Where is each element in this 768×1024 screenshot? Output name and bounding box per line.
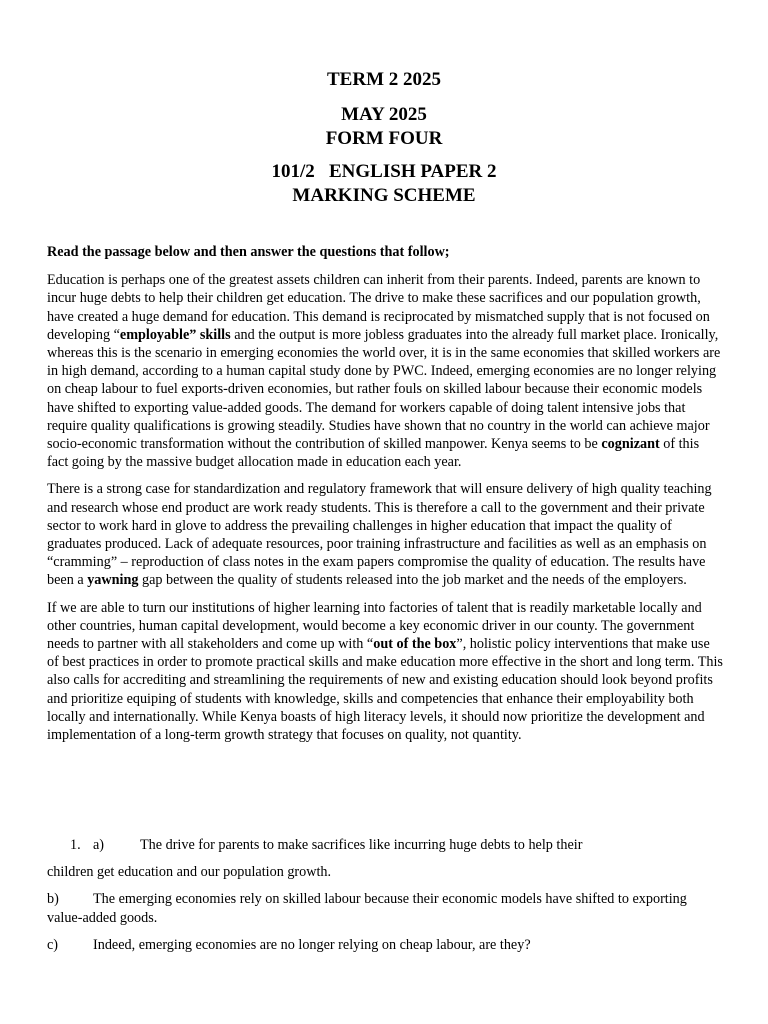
paper-title: 101/2 ENGLISH PAPER 2 [271, 161, 497, 182]
answer-1a-line [47, 836, 723, 854]
answer-b-text: The emerging economies rely on skilled labour because their economic models have shifted to exporting value-added goods. [47, 891, 687, 926]
form-heading: FORM FOUR [325, 128, 443, 149]
p1-text-c: of this fact going by the massive budget allocation made in education each year. [47, 436, 700, 471]
answer-a-text-2: children get education and our population growth. [47, 864, 332, 881]
p2-bold-yawning: yawning [87, 572, 139, 589]
answer-c-text: Indeed, emerging economies are no longer relying on cheap labour, are they? [93, 936, 531, 953]
marking-scheme-title: MARKING SCHEME [292, 185, 476, 206]
p1-bold-employable: employable” skills [119, 326, 231, 343]
passage-paragraph-1 [47, 271, 723, 471]
answer-c-label: c) [47, 936, 59, 953]
month-heading: MAY 2025 [341, 104, 427, 125]
question-number: 1. [70, 837, 81, 853]
p1-text-a: Education is perhaps one of the greatest assets children can inherit from their parents. Indeed, parents are known to incur huge debts to help their children get education. The drive to make these sacrifices and our population growth, have created a huge demand for education. This demand is reciprocated by mismatched supply that is not focused on developing “ [47, 272, 710, 343]
term-heading: TERM 2 2025 [327, 69, 441, 90]
answer-a-label: a) [93, 837, 105, 853]
passage-paragraph-2 [47, 480, 723, 589]
p3-text-a: If we are able to turn our institutions of higher learning into factories of talent that is readily marketable locally and other countries, human capital development, would become a key economic driver in our county. The government needs to partner with all stakeholders and come up with “ [47, 599, 702, 653]
passage-paragraph-3 [47, 599, 723, 745]
p1-bold-cognizant: cognizant [601, 436, 660, 453]
date-form-heading [0, 103, 768, 151]
answer-c [47, 936, 723, 954]
p3-bold-out-of-the-box: out of the box [373, 636, 457, 653]
p1-text-b: and the output is more jobless graduates into the already full market place. Ironically, whereas this is the scenario in emerging economies the world over, it is in the same economies that skilled workers are in high demand, according to a human capital study done by PWC. Indeed, emerging economies are no longer relying on cheap labour to fuel exports-driven economies, but rather fouls on skilled labour because their economic models have shifted to exporting value-added goods. The demand for workers capable of doing talent intensive jobs that require quality qualifications is growing steadily. Studies have shown that no country in the world can achieve major socio-economic transformation without the contribution of skilled manpower. Kenya seems to be [47, 326, 721, 453]
answers-section [47, 836, 723, 963]
answer-b-label: b) [47, 891, 59, 908]
answer-b [47, 890, 723, 926]
paper-heading [0, 160, 768, 208]
p2-text-a: There is a strong case for standardization and regulatory framework that will ensure delivery of high quality teaching and research whose end product are work ready students. This is therefore a call to the government and their private sector to work hard in glove to address the prevailing challenges in higher education that impact the quality of graduates produced. Lack of adequate resources, poor training infrastructure and facilities as well as an emphasis on “cramming” – reproduction of class notes in the exam papers compromise the quality of education. The results have been a [47, 481, 712, 589]
instruction-text: Read the passage below and then answer the questions that follow; [47, 244, 450, 260]
p2-text-b: gap between the quality of students released into the job market and the needs of the employers. [138, 572, 687, 589]
answer-a-text-1: The drive for parents to make sacrifices like incurring huge debts to help their [140, 837, 583, 853]
passage-section [47, 243, 723, 753]
p3-text-b: ”, holistic policy interventions that make use of best practices in order to promote practical skills and make education more effective in the short and long term. This also calls for accrediting and streamlining the requirements of new and existing education should look beyond profits and prioritize equiping of students with knowledge, skills and competencies that enhance their employability both locally and internationally. While Kenya boasts of high literacy levels, it should now prioritize the development and implementation of a long-term growth strategy that focuses on quality, not quantity. [47, 636, 723, 744]
